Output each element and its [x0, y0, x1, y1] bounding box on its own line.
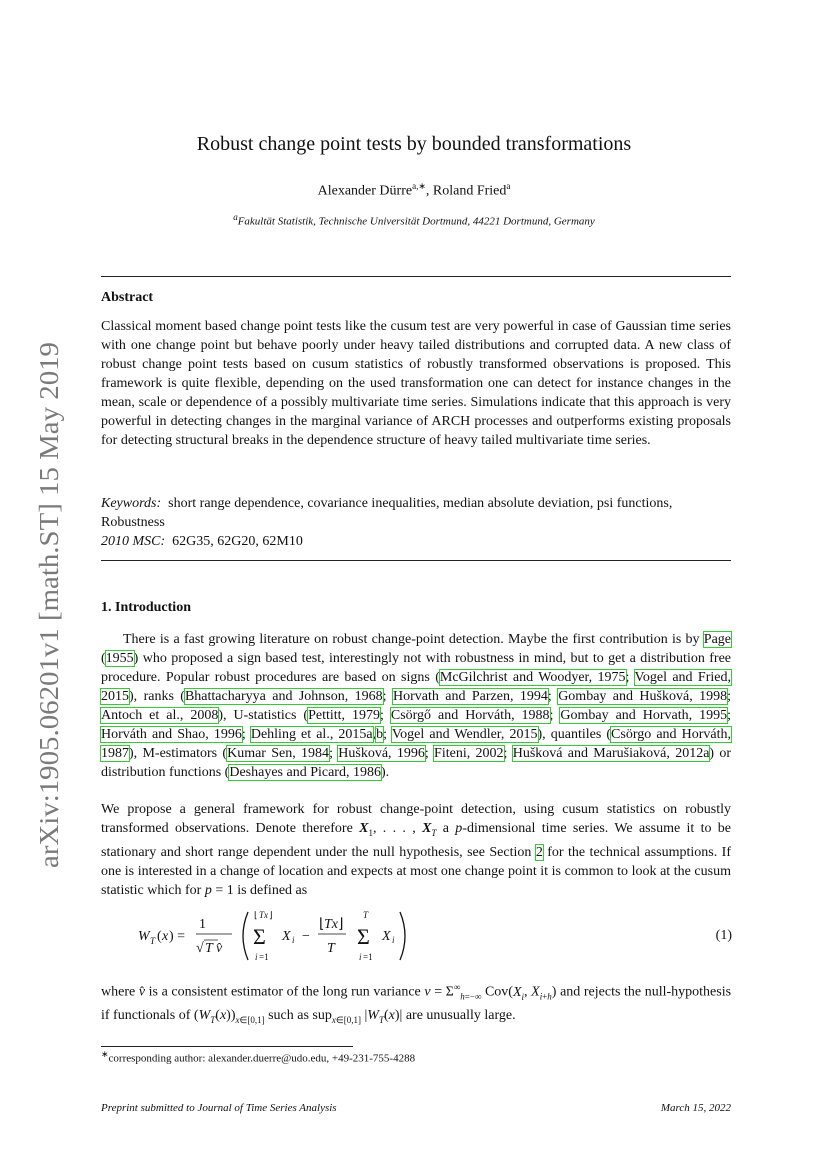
footer-date: March 15, 2022 — [660, 1102, 731, 1114]
citation-link[interactable]: Fiteni, 2002 — [434, 746, 504, 761]
svg-text:T: T — [150, 936, 156, 946]
equation-1 — [138, 908, 738, 964]
svg-text:⌋: ⌋ — [269, 910, 273, 920]
author-1: Alexander Dürre — [317, 183, 413, 199]
svg-text:Tx: Tx — [324, 917, 338, 932]
text-run: is defined as — [233, 882, 308, 898]
paper-title: Robust change point tests by bounded transformations — [196, 133, 632, 155]
citation-link[interactable]: Antoch et al., 2008 — [101, 708, 219, 723]
citation-link[interactable]: Dehling et al., 2015a — [250, 727, 373, 742]
footnote-rule — [101, 1046, 353, 1047]
svg-text:T: T — [363, 910, 369, 920]
svg-text:(: ( — [157, 929, 162, 944]
citation-link[interactable]: Bhattacharyya and Johnson, 1968 — [184, 689, 383, 704]
text-run: We propose a general framework for robust change-point detection, using cusum statistics on robustly transformed observations. Denote therefore — [101, 802, 731, 836]
citation-link[interactable]: Kumar Sen, 1984 — [227, 746, 330, 761]
svg-text:=1: =1 — [259, 952, 269, 962]
citation-link[interactable]: Csörgo and Horváth, 1987 — [101, 727, 732, 761]
svg-text:X: X — [282, 929, 291, 944]
svg-text:i: i — [392, 935, 395, 945]
text-run: ). — [380, 765, 390, 780]
text-run: ) or distribution functions ( — [101, 746, 732, 780]
citation-link[interactable]: Gombay and Hušková, 1998 — [558, 689, 728, 704]
text-run: ), quantiles ( — [537, 727, 612, 742]
citation-link[interactable]: 1955 — [105, 651, 134, 666]
keywords-block — [101, 494, 731, 532]
citation-link[interactable]: Horvath and Parzen, 1994 — [392, 689, 548, 704]
text-run: ), M-estimators ( — [129, 746, 228, 761]
msc-block — [101, 532, 731, 551]
svg-text:i: i — [255, 952, 258, 962]
svg-text:i: i — [359, 952, 362, 962]
text-run: a — [436, 821, 456, 836]
post-equation-paragraph: where v̂ is a consistent estimator of the long run variance $v = \Sigma^\infty_{h=-\infty}$ $Cov(X_i$, $X_{i+h}$) and rejects the null-hypothesis if functionals of $(W_T(x))_{x\in[0,1]}$ such as sup$_{x\in[0,1]}$ $|W_T(x)|$ are unusually large. — [101, 982, 732, 1026]
text-run: There is a fast growing literature on robust change-point detection. Maybe the first contribution is by — [123, 632, 704, 647]
svg-text:Σ: Σ — [253, 924, 266, 949]
svg-text:⌊: ⌊ — [319, 917, 325, 932]
citation-link[interactable]: Vogel and Wendler, 2015 — [391, 727, 538, 742]
citation-link[interactable]: Page — [703, 632, 731, 647]
keywords-label: Keywords: — [101, 496, 162, 511]
msc-codes: 62G35, 62G20, 62M10 — [172, 534, 303, 549]
top-rule — [101, 276, 731, 277]
svg-text:v̂: v̂ — [216, 941, 223, 956]
arxiv-stamp-text: arXiv:1905.06201v1 [math.ST] 15 May 2019 — [34, 376, 64, 868]
citation-link[interactable]: McGilchrist and Woodyer, 1975 — [439, 670, 626, 685]
svg-text:X: X — [382, 929, 391, 944]
footer-journal: Preprint submitted to Journal of Time Series Analysis — [101, 1102, 337, 1114]
svg-text:√: √ — [196, 941, 204, 956]
section-heading-introduction: 1. Introduction — [101, 600, 191, 615]
svg-text:T: T — [205, 941, 213, 956]
author-1-marks: a,∗ — [412, 181, 426, 191]
svg-text:1: 1 — [199, 917, 206, 932]
svg-text:−: − — [302, 929, 310, 944]
keywords-text: short range dependence, covariance inequalities, median absolute deviation, psi functions, Robustness — [101, 496, 673, 530]
author-line — [0, 181, 828, 200]
citation-link[interactable]: Csörgő and Horváth, 1988 — [390, 708, 550, 723]
svg-text:i: i — [292, 935, 295, 945]
citation-link[interactable]: Deshayes and Picard, 1986 — [229, 765, 381, 780]
text-run: is a consistent estimator of the long run variance — [145, 984, 425, 1000]
section-link[interactable]: 2 — [535, 844, 543, 860]
citation-link[interactable]: Hušková and Marušiaková, 2012a — [512, 746, 710, 761]
citation-link[interactable]: Pettitt, 1979 — [308, 708, 380, 723]
intro-paragraph-2: We propose a general framework for robust change-point detection, using cusum statistics on robustly transformed observations. Denote therefore $X_1$, . . . , $X_T$ a p-dimensional time series. We assume it to be stationary and short range dependent under the null hypothesis, see Section 2 for the technical assumptions. If one is interested in a change of location and expects at most one change point it is common to look at the cusum statistic which for p = 1 is defined as — [101, 802, 732, 898]
text-run: are unusually large. — [402, 1008, 516, 1024]
citation-link[interactable]: Vogel and Fried, 2015 — [101, 670, 731, 704]
svg-text:W: W — [138, 929, 150, 944]
text-run: -dimensional time series. We assume it to be stationary and short range dependent under the null hypothesis, see Section — [101, 821, 732, 860]
footnote-text: corresponding author: alexander.duerre@udo.edu, +49-231-755-4288 — [108, 1052, 416, 1065]
abstract-heading: Abstract — [101, 290, 154, 305]
svg-text:Σ: Σ — [357, 924, 370, 949]
intro-paragraph-1: There is a fast growing literature on robust change-point detection. Maybe the first contribution is by Page (1955) who proposed a sign based test, interestingly not with robustness in mind, but to get a distribution free procedure. Popular robust procedures are based on signs (McGilchrist and Woodyer, 1975; Vogel and Fried, 2015), ranks (Bhattacharyya and Johnson, 1968; Horvath and Parzen, 1994; Gombay and Hušková, 1998; Antoch et al., 2008), U-statistics (Pettitt, 1979; Csörgő and Horváth, 1988; Gombay and Horvath, 1995; Horváth and Shao, 1996; Dehling et al., 2015a,b; Vogel and Wendler, 2015), quantiles (Csörgo and Horváth, 1987), M-estimators (Kumar Sen, 1984; Hušková, 1996; Fiteni, 2002; Hušková and Marušiaková, 2012a) or distribution functions (Deshayes and Picard, 1986). — [101, 632, 732, 780]
citation-link[interactable]: Horváth and Shao, 1996 — [101, 727, 242, 742]
citation-link[interactable]: Gombay and Horvath, 1995 — [560, 708, 728, 723]
footnote — [101, 1049, 415, 1065]
svg-text:x: x — [162, 929, 169, 944]
text-run: for the technical assumptions. If one is interested in a change of location and expects at most one change point it is common to look at the cusum statistic which for — [101, 844, 731, 898]
affiliation-mark: a — [233, 212, 238, 222]
arxiv-side-stamp — [20, 340, 64, 870]
svg-text:=1: =1 — [363, 952, 373, 962]
text-run: who proposed a sign based test, interestingly not with robustness in mind, but to get a distribution free procedure. Popular robust procedures are based on signs ( — [101, 651, 731, 685]
affiliation-text: Fakultät Statistik, Technische Universität Dortmund, 44221 Dortmund, Germany — [237, 215, 595, 228]
affiliation — [0, 212, 828, 228]
citation-link[interactable]: b — [376, 727, 384, 742]
text-run: and rejects the null-hypothesis if functionals of — [101, 984, 732, 1024]
footnote-mark: ∗ — [101, 1049, 109, 1059]
svg-text:⌊: ⌊ — [254, 910, 258, 920]
abstract-text: Classical moment based change point tests like the cusum test are very powerful in case of Gaussian time series with one change point but behave poorly under heavy tailed distributions and corrupted data. A new class of robust change point tests based on cusum statistics of robustly transformed observations is proposed. This framework is quite flexible, depending on the used transformation one can detect for instance changes in the mean, scale or dependence of a possibly multivariate time series. Simulations indicate that this approach is very powerful in detecting changes in the marginal variance of ARCH processes and outperforms existing proposals for detecting structural breaks in the dependence structure of heavy tailed multivariate time series. — [101, 319, 731, 448]
text-run: such as — [264, 1008, 313, 1024]
svg-text:⌋: ⌋ — [338, 917, 344, 932]
msc-label: 2010 MSC: — [101, 534, 166, 549]
svg-text:) =: ) = — [169, 929, 186, 944]
svg-text:T: T — [327, 941, 335, 956]
author-2: , Roland Fried — [425, 183, 507, 199]
text-run: ), ranks ( — [129, 689, 185, 704]
svg-text:Tx: Tx — [259, 910, 268, 920]
text-run: where — [101, 984, 139, 1000]
text-run: ), U-statistics ( — [218, 708, 309, 723]
equation-number: (1) — [715, 928, 732, 943]
citation-link[interactable]: Hušková, 1996 — [338, 746, 425, 761]
author-2-mark: a — [506, 181, 511, 191]
abstract-bottom-rule — [101, 560, 731, 561]
